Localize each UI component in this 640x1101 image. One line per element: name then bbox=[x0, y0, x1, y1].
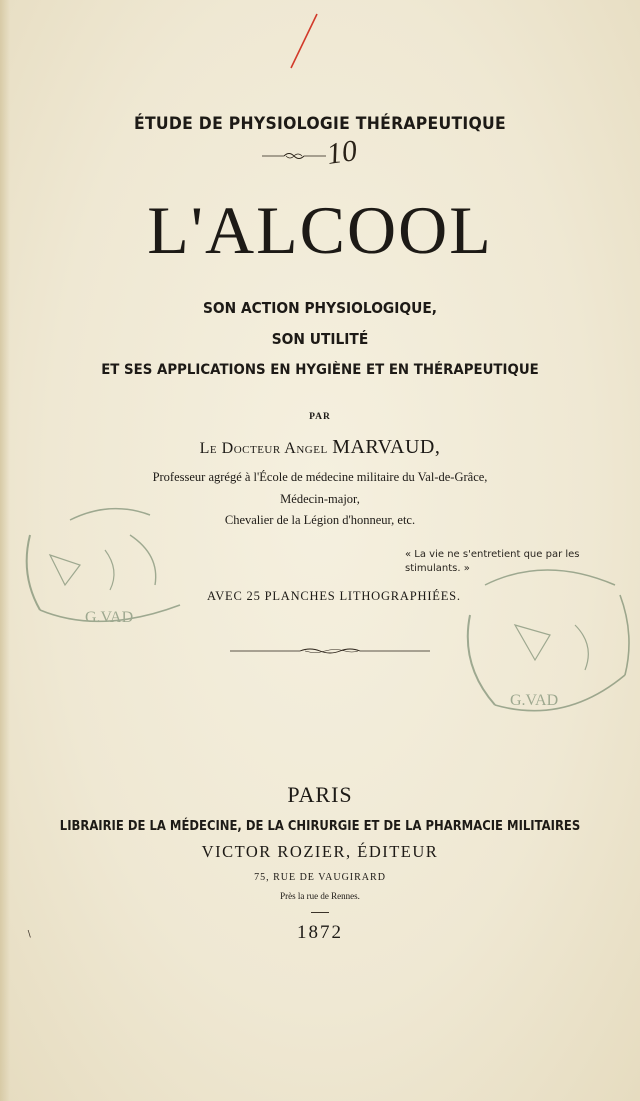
author-line bbox=[0, 436, 640, 459]
author-name: MARVAUD, bbox=[332, 436, 441, 458]
stamp-text-left: G.VAD bbox=[85, 609, 134, 626]
imprint-city: PARIS bbox=[287, 782, 353, 807]
imprint-publisher: LIBRAIRIE DE LA MÉDECINE, DE LA CHIRURGIE ET DE LA PHARMACIE MILITAIRES bbox=[59, 818, 581, 834]
red-pencil-stroke bbox=[283, 12, 323, 72]
imprint-editor: VICTOR ROZIER, ÉDITEUR bbox=[201, 842, 439, 861]
stamp-text-right: G.VAD bbox=[510, 692, 559, 709]
ornament-divider-middle bbox=[230, 647, 430, 655]
margin-mark: ∖ bbox=[26, 929, 32, 939]
subtitle-line-1: SON ACTION PHYSIOLOGIQUE, bbox=[202, 299, 438, 317]
imprint-year: 1872 bbox=[297, 922, 343, 943]
credential-1: Professeur agrégé à l'École de médecine militaire du Val-de-Grâce, bbox=[152, 470, 488, 484]
subtitle-line-2: SON UTILITÉ bbox=[271, 330, 369, 348]
plates-note: AVEC 25 PLANCHES LITHOGRAPHIÉES. bbox=[207, 589, 461, 603]
credential-3: Chevalier de la Légion d'honneur, etc. bbox=[224, 513, 416, 527]
short-rule bbox=[311, 912, 329, 913]
epigraph-line-2: stimulants. » bbox=[405, 563, 470, 574]
by-label: PAR bbox=[309, 412, 331, 422]
imprint-near: Près la rue de Rennes. bbox=[280, 891, 360, 901]
subtitle-line-3: ET SES APPLICATIONS EN HYGIÈNE ET EN THÉRAPEUTIQUE bbox=[101, 362, 539, 378]
author-prefix: Le Docteur Angel bbox=[199, 440, 333, 457]
library-stamp-left bbox=[10, 495, 210, 630]
ornament-divider-top bbox=[262, 150, 326, 162]
imprint-address: 75, RUE DE VAUGIRARD bbox=[254, 872, 386, 883]
main-title: L'ALCOOL bbox=[147, 192, 493, 268]
credential-2: Médecin-major, bbox=[280, 492, 360, 506]
series-title: ÉTUDE DE PHYSIOLOGIE THÉRAPEUTIQUE bbox=[133, 114, 506, 134]
library-stamp-right bbox=[455, 555, 635, 720]
epigraph bbox=[405, 548, 635, 576]
handwritten-mark: 10 bbox=[324, 134, 360, 171]
epigraph-line-1: « La vie ne s'entretient que par les bbox=[405, 549, 580, 560]
